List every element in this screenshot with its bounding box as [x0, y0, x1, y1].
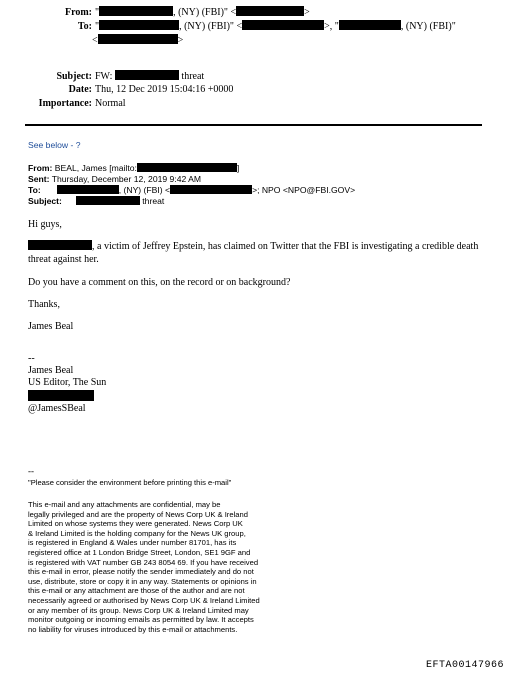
date-label: Date: — [68, 84, 92, 95]
see-below-note: See below - ? — [28, 140, 81, 150]
header-subject-row: Subject: FW: threat — [0, 70, 204, 83]
disclaimer-line: use, distribute, store or copy it in any way. Statements or opinions in — [28, 576, 257, 586]
disclaimer-line: or any member of its group. News Corp UK & Ireland Limited may — [28, 605, 249, 615]
document-id: EFTA00147966 — [425, 660, 504, 671]
redaction-box — [57, 185, 119, 194]
footer-dashes: -- — [28, 466, 34, 476]
redaction-box — [99, 6, 173, 16]
header-from-row: From: " , (NY) (FBI)" < > — [0, 6, 310, 19]
disclaimer-line: & Ireland Limited is the holding company for the News UK group, — [28, 528, 246, 538]
disclaimer — [28, 500, 260, 634]
from-label: From: — [64, 7, 92, 18]
fw-to-row: To: , (NY) (FBI) < >; NPO <NPO@FBI.GOV> — [28, 185, 356, 195]
disclaimer-line: is registered with VAT number GB 243 8054 69. If you have received — [28, 557, 259, 567]
body-paragraph-2: Do you have a comment on this, on the record or on background? — [28, 277, 291, 288]
header-to-row-2: < > — [92, 35, 184, 46]
signature-name: James Beal — [28, 365, 74, 376]
body-paragraph-1: , a victim of Jeffrey Epstein, has claimed on Twitter that the FBI is investigating a credible death — [28, 240, 478, 253]
subject-label: Subject: — [56, 71, 92, 82]
redaction-box — [99, 20, 179, 30]
disclaimer-line: This e-mail and any attachments are confidential, may be — [28, 500, 221, 509]
redaction-box — [76, 196, 140, 205]
signature-redaction — [28, 390, 94, 401]
disclaimer-line: registered office at 1 London Bridge Street, London, SE1 9GF and — [28, 547, 251, 557]
fw-sent-row: Sent: Thursday, December 12, 2019 9:42 AM — [28, 174, 202, 184]
fw-subject-row: Subject: threat — [28, 196, 165, 206]
header-to-row: To: " , (NY) (FBI)" < >, " , (NY) (FBI)" — [0, 20, 456, 33]
disclaimer-line: Limited on whose systems they were generated. News Corp UK — [28, 519, 243, 529]
disclaimer-line: necessarily agreed or authorised by News Corp UK & Ireland Limited — [28, 595, 260, 605]
disclaimer-line: this e-mail in error, please notify the sender immediately and do not — [28, 567, 254, 577]
redaction-box — [28, 240, 92, 250]
fw-from-row: From: BEAL, James [mailto: ] — [28, 163, 240, 173]
redaction-box — [170, 185, 252, 194]
greeting: Hi guys, — [28, 219, 62, 230]
redaction-box — [242, 20, 324, 30]
header-importance-row — [0, 98, 126, 110]
disclaimer-line: this e-mail or any attachment are those of the author and are not — [28, 586, 245, 596]
disclaimer-line: no liability for viruses introduced by this e-mail or attachments. — [28, 624, 238, 634]
redaction-box — [28, 390, 94, 401]
disclaimer-line: legally privileged and are the property of News Corp UK & Ireland — [28, 509, 248, 519]
signature-handle: @JamesSBeal — [28, 403, 86, 414]
importance-label: Importance: — [38, 98, 92, 109]
signoff: James Beal — [28, 321, 74, 332]
signature-title: US Editor, The Sun — [28, 377, 107, 388]
signature-dashes: -- — [28, 353, 35, 364]
importance-value: Normal — [95, 98, 126, 109]
body-paragraph-1-cont: threat against her. — [28, 254, 99, 265]
redaction-box — [236, 6, 304, 16]
redaction-box — [115, 70, 179, 80]
header-divider — [25, 124, 482, 126]
environment-note: "Please consider the environment before printing this e-mail" — [28, 478, 232, 487]
redaction-box — [137, 163, 237, 172]
disclaimer-line: is registered in England & Wales under number 81701, has its — [28, 538, 237, 548]
redaction-box — [98, 34, 178, 44]
date-value: Thu, 12 Dec 2019 15:04:16 +0000 — [95, 84, 234, 95]
header-date-row — [0, 84, 233, 96]
to-label: To: — [77, 21, 92, 32]
disclaimer-line: monitor outgoing or incoming emails as permitted by law. It accepts — [28, 615, 254, 625]
thanks: Thanks, — [28, 299, 60, 310]
redaction-box — [339, 20, 401, 30]
